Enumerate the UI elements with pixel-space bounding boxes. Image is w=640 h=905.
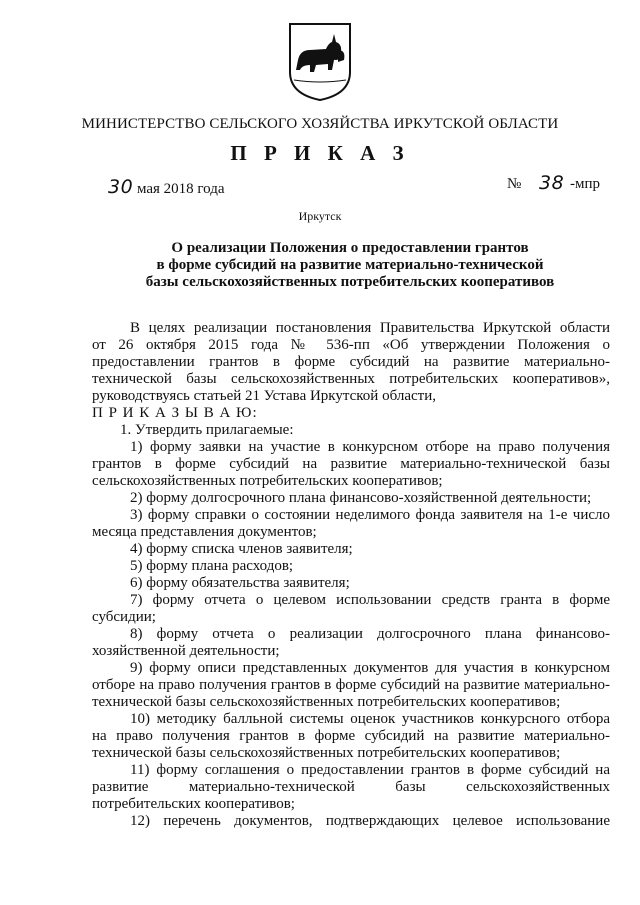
item-line: грантов в форме субсидий на развитие материально-технической базы	[92, 456, 610, 472]
paragraph-line: предоставлении грантов в форме субсидий на развитие материально-	[92, 354, 610, 370]
ministry-name: МИНИСТЕРСТВО СЕЛЬСКОГО ХОЗЯЙСТВА ИРКУТСКОЙ ОБЛАСТИ	[81, 116, 559, 132]
item-line: 6) форму обязательства заявителя;	[130, 575, 350, 591]
item-line: хозяйственной деятельности;	[92, 643, 280, 659]
item-line: сельскохозяйственных потребительских кооперативов;	[92, 473, 443, 489]
item-line: 10) методику балльной системы оценок участников конкурсного отбора	[130, 711, 610, 727]
item-line: 1. Утвердить прилагаемые:	[120, 422, 294, 438]
item-line: субсидии;	[92, 609, 156, 625]
item-line: 1) форму заявки на участие в конкурсном отборе на право получения	[130, 439, 610, 455]
item-line: технической базы сельскохозяйственных потребительских кооперативов;	[92, 745, 561, 761]
item-line: 3) форму справки о состоянии неделимого фонда заявителя на 1-е число	[130, 507, 610, 523]
order-number-suffix: -мпр	[570, 176, 601, 192]
item-line: 12) перечень документов, подтверждающих целевое использование	[130, 813, 610, 829]
item-line: 4) форму списка членов заявителя;	[130, 541, 353, 557]
order-body	[92, 320, 610, 830]
item-line: технической базы сельскохозяйственных потребительских кооперативов;	[92, 694, 561, 710]
date-day-handwritten: 30	[108, 176, 134, 198]
item-line: развитие материально-технической базы сельскохозяйственных	[92, 779, 610, 795]
item-line: месяца представления документов;	[92, 524, 317, 540]
title-line: О реализации Положения о предоставлении грантов	[171, 240, 529, 256]
paragraph-line: от 26 октября 2015 года № 536-пп «Об утверждении Положения о	[92, 337, 610, 353]
order-title	[120, 240, 580, 291]
order-date	[108, 176, 225, 198]
paragraph-line: В целях реализации постановления Правительства Иркутской области	[130, 320, 610, 336]
order-word: П Р И К А З Ы В А Ю:	[92, 405, 258, 421]
paragraph-line: технической базы сельскохозяйственных потребительских кооперативов»,	[92, 371, 610, 387]
document-type: П Р И К А З	[230, 141, 410, 165]
irkutsk-babr-emblem-icon	[286, 20, 354, 102]
item-line: отборе на право получения грантов в форме субсидий на развитие материально-	[92, 677, 610, 693]
item-line: 5) форму плана расходов;	[130, 558, 294, 574]
number-sign: №	[507, 176, 522, 192]
date-month-year: мая 2018 года	[136, 181, 225, 197]
item-line: 11) форму соглашения о предоставлении грантов в форме субсидий на	[130, 762, 610, 778]
title-line: базы сельскохозяйственных потребительских кооперативов	[145, 274, 555, 290]
item-line: 2) форму долгосрочного плана финансово-хозяйственной деятельности;	[130, 490, 592, 506]
item-line: 8) форму отчета о реализации долгосрочного плана финансово-	[130, 626, 610, 642]
item-line: потребительских кооперативов;	[92, 796, 295, 812]
order-number-handwritten: 38	[539, 172, 565, 194]
city: Иркутск	[298, 209, 342, 223]
item-line: 7) форму отчета о целевом использовании средств гранта в форме	[130, 592, 610, 608]
item-line: на право получения грантов в форме субсидий на развитие материально-	[92, 728, 610, 744]
title-line: в форме субсидий на развитие материально-технической	[156, 257, 544, 273]
item-line: 9) форму описи представленных документов для участия в конкурсном	[130, 660, 610, 676]
paragraph-line: руководствуясь статьей 21 Устава Иркутской области,	[92, 388, 436, 404]
